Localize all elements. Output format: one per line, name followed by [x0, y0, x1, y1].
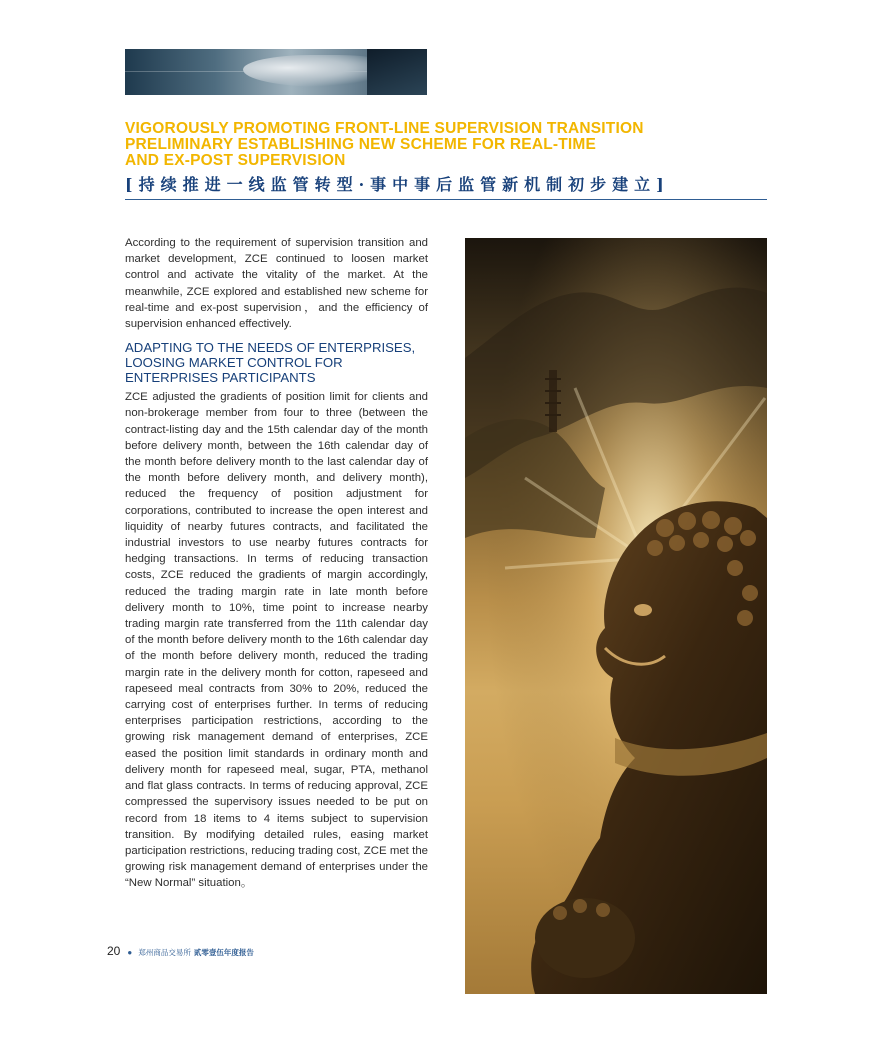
header-banner-image [125, 49, 427, 95]
subheading: ADAPTING TO THE NEEDS OF ENTERPRISES, LOOSING MARKET CONTROL FOR ENTERPRISES PARTICIPANTS [125, 340, 416, 386]
body-text-column [125, 235, 428, 892]
title-divider [125, 199, 767, 200]
title-cn: [持续推进一线监管转型·事中事后监管新机制初步建立] [125, 175, 670, 194]
title-en-line-2: PRELIMINARY ESTABLISHING NEW SCHEME FOR REAL-TIME [125, 136, 597, 153]
page-footer [107, 944, 254, 958]
footer-report-name: 贰零壹伍年度报告 [193, 948, 254, 957]
title-en-line-3: AND EX-POST SUPERVISION [125, 152, 346, 169]
body-paragraph: ZCE adjusted the gradients of position limit for clients and non-brokerage member from four to three (between the contract-listing day and the 15th calendar day of the month before delivery month, between the 16th calendar day of the month before delivery month to the last calendar day of the month before delivery month, and delivery month), reduced the frequency of position adjustment for corporations, contributed to increase the open interest and liquidity of nearby futures contracts, and facilitated the industrial investors to use nearby futures contracts for hedging transactions. In terms of reducing transaction costs, ZCE reduced the gradients of margin accordingly, reduced the trading margin rate in late month before delivery month to 10%, time point to increase nearby trading margin rate transferred from the 11th calendar day of the month before delivery month to the 16th calendar day of the month before delivery month, reduced the trading margin rate in the delivery month for cotton, rapeseed and rapeseed meal contracts from 30% to 20%, reduced the carrying cost of enterprises further. In terms of reducing enterprises participation restrictions, according to the growing risk management demand of enterprises, ZCE eased the position limit standards in ordinary month and delivery month for rapeseed meal, sugar, PTA, methanol and flat glass contracts. In terms of reducing approval, ZCE compressed the supervisory issues needed to be put on record from 18 items to 4 items subject to supervision transition. By modifying detailed rules, easing market participation restrictions, reducing trading cost, ZCE met the growing risk management demand of enterprises under the “New Normal” situation。 [125, 391, 428, 890]
intro-paragraph: According to the requirement of supervision transition and market development, ZCE continued to loosen market control and activate the vitality of the market. At the meanwhile, ZCE explored and established new scheme for real-time and ex-post supervision，and the efficiency of supervision enhanced effectively. [125, 237, 428, 331]
footer-org-name: 郑州商品交易所 [138, 948, 191, 957]
title-en-line-1: VIGOROUSLY PROMOTING FRONT-LINE SUPERVISION TRANSITION [125, 120, 644, 137]
footer-bullet-icon: ● [127, 948, 133, 957]
section-title-block [125, 120, 765, 194]
page-number: 20 [107, 944, 121, 958]
bronze-lion-photo [465, 238, 767, 994]
